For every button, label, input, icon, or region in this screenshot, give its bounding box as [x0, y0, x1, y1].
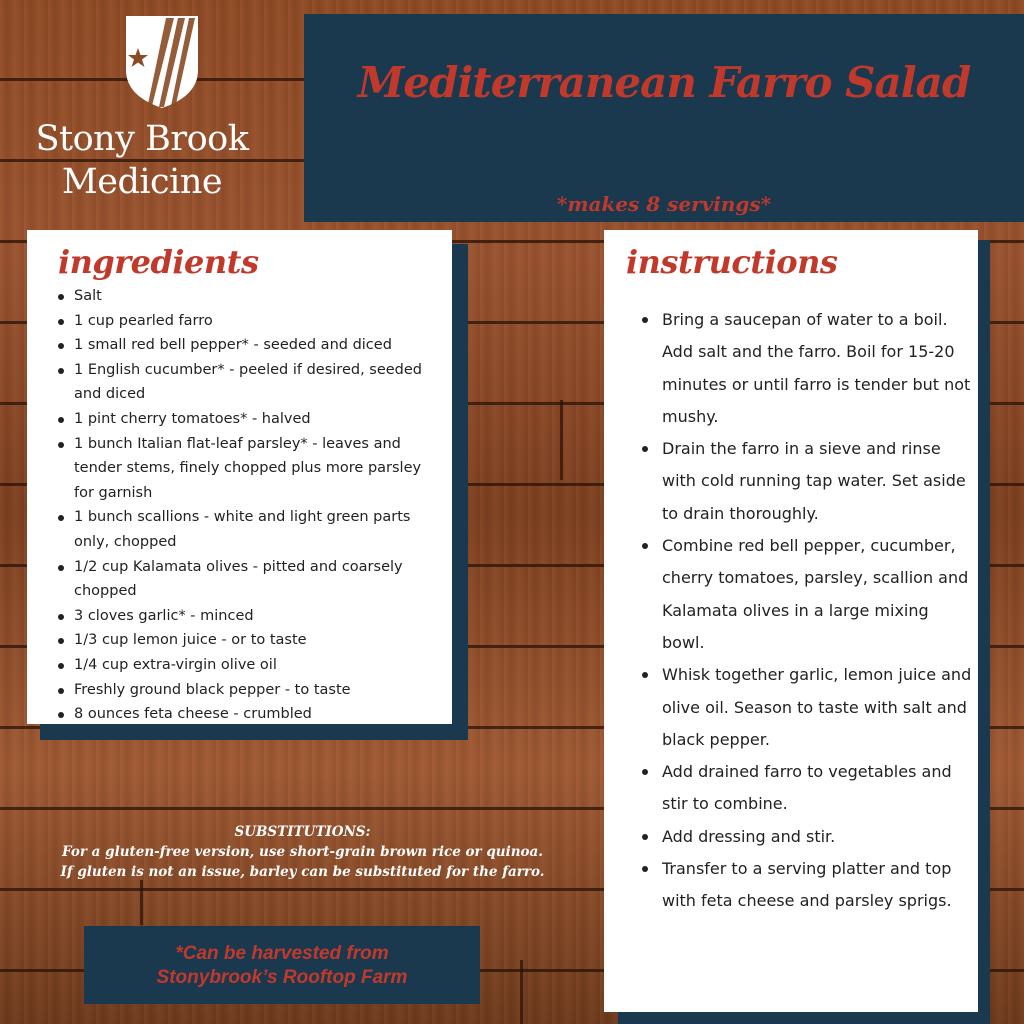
ingredient-item: Freshly ground black pepper - to taste [44, 678, 439, 703]
instructions-list [630, 304, 975, 918]
ingredient-item: 1 bunch Italian flat-leaf parsley* - leaves and tender stems, finely chopped plus more parsley for garnish [44, 432, 439, 506]
harvest-note-line-1: *Can be harvested from [175, 943, 389, 964]
ingredient-item: 3 cloves garlic* - minced [44, 604, 439, 629]
ingredient-item: Salt [44, 284, 439, 309]
ingredient-item: 8 ounces feta cheese - crumbled [44, 702, 439, 727]
substitutions-heading: SUBSTITUTIONS: [234, 824, 371, 840]
wood-seam [560, 400, 563, 480]
logo-wordmark [22, 118, 262, 204]
ingredients-list [44, 284, 439, 727]
instruction-step: Bring a saucepan of water to a boil. Add salt and the farro. Boil for 15-20 minutes or until farro is tender but not mushy. [630, 304, 975, 433]
stony-brook-medicine-logo [22, 12, 262, 202]
instruction-step: Combine red bell pepper, cucumber, cherry tomatoes, parsley, scallion and Kalamata olives in a large mixing bowl. [630, 530, 975, 659]
ingredient-item: 1/4 cup extra-virgin olive oil [44, 653, 439, 678]
instructions-heading: instructions [626, 243, 838, 281]
ingredient-item: 1/2 cup Kalamata olives - pitted and coarsely chopped [44, 555, 439, 604]
substitutions-line-1: For a gluten-free version, use short-grain brown rice or quinoa. [62, 844, 543, 860]
substitutions-note [20, 822, 585, 882]
harvest-note-box [84, 926, 480, 1004]
logo-line-1: Stony Brook [35, 119, 249, 159]
harvest-note [84, 942, 480, 990]
servings-note: *makes 8 servings* [556, 192, 772, 216]
logo-line-2: Medicine [61, 162, 223, 202]
instruction-step: Drain the farro in a sieve and rinse with cold running tap water. Set aside to drain thoroughly. [630, 433, 975, 530]
ingredients-heading: ingredients [58, 243, 259, 281]
shield-icon [122, 12, 202, 110]
instruction-step: Whisk together garlic, lemon juice and olive oil. Season to taste with salt and black pepper. [630, 659, 975, 756]
ingredient-item: 1 English cucumber* - peeled if desired, seeded and diced [44, 358, 439, 407]
instruction-step: Add dressing and stir. [630, 821, 975, 853]
substitutions-line-2: If gluten is not an issue, barley can be substituted for the farro. [60, 864, 545, 880]
ingredient-item: 1 cup pearled farro [44, 309, 439, 334]
instruction-step: Transfer to a serving platter and top with feta cheese and parsley sprigs. [630, 853, 975, 918]
ingredient-item: 1 bunch scallions - white and light green parts only, chopped [44, 505, 439, 554]
ingredient-item: 1/3 cup lemon juice - or to taste [44, 628, 439, 653]
instruction-step: Add drained farro to vegetables and stir to combine. [630, 756, 975, 821]
ingredient-item: 1 small red bell pepper* - seeded and diced [44, 333, 439, 358]
harvest-note-line-2: Stonybrook’s Rooftop Farm [156, 967, 408, 988]
recipe-title: Mediterranean Farro Salad [357, 58, 971, 107]
wood-seam [520, 960, 523, 1024]
wood-seam [140, 880, 143, 925]
title-banner [304, 14, 1024, 222]
ingredient-item: 1 pint cherry tomatoes* - halved [44, 407, 439, 432]
